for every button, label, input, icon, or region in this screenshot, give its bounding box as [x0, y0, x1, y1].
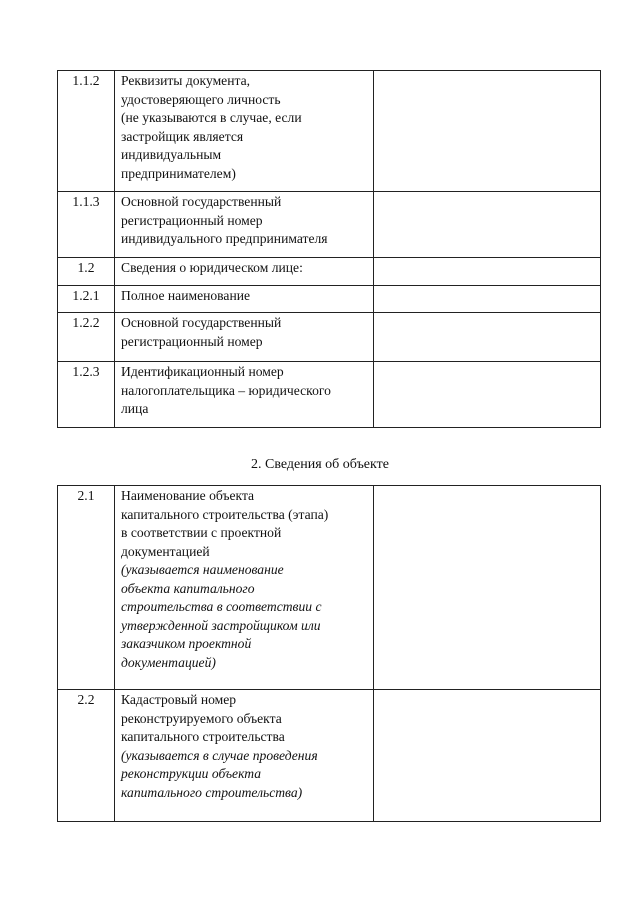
- object-details-table: [57, 485, 601, 822]
- inn-value-cell[interactable]: [374, 362, 601, 428]
- row-label: [115, 690, 374, 822]
- table-row: [58, 313, 601, 362]
- row-number: 1.2.1: [58, 286, 115, 313]
- identity-document-value-cell[interactable]: [374, 71, 601, 192]
- row-number: 1.2: [58, 258, 115, 286]
- section-title: 2. Сведения об объекте: [251, 457, 389, 472]
- applicant-details-table: [57, 70, 601, 428]
- table-row: [58, 192, 601, 258]
- table-row: [58, 258, 601, 286]
- row-label: Реквизиты документа, удостоверяющего личность (не указываются в случае, если застройщик является индивидуальным предпринимателем): [115, 71, 374, 192]
- row-number: 1.1.2: [58, 71, 115, 192]
- full-name-value-cell[interactable]: [374, 286, 601, 313]
- row-label: Основной государственный регистрационный номер индивидуального предпринимателя: [115, 192, 374, 258]
- row-label: Полное наименование: [115, 286, 374, 313]
- legal-entity-value-cell[interactable]: [374, 258, 601, 286]
- row-label: Основной государственный регистрационный номер: [115, 313, 374, 362]
- row-number: 1.2.2: [58, 313, 115, 362]
- table-row: [58, 71, 601, 192]
- row-note: (указывается наименование объекта капитального строительства в соответствии с утвержденной застройщиком или заказчиком проектной документацией): [121, 562, 322, 670]
- row-label-text: Кадастровый номер реконструируемого объекта капитального строительства: [121, 692, 285, 744]
- row-label: [115, 486, 374, 690]
- table-row: [58, 486, 601, 690]
- row-number: 2.1: [58, 486, 115, 690]
- ogrnip-value-cell[interactable]: [374, 192, 601, 258]
- table-row: [58, 286, 601, 313]
- object-name-value-cell[interactable]: [374, 486, 601, 690]
- ogrn-value-cell[interactable]: [374, 313, 601, 362]
- table-row: [58, 690, 601, 822]
- row-label: Сведения о юридическом лице:: [115, 258, 374, 286]
- row-label-text: Наименование объекта капитального строительства (этапа) в соответствии с проектной документацией: [121, 488, 329, 559]
- row-number: 2.2: [58, 690, 115, 822]
- row-note: (указывается в случае проведения реконструкции объекта капитального строительства): [121, 747, 318, 800]
- row-label: Идентификационный номер налогоплательщика – юридического лица: [115, 362, 374, 428]
- row-number: 1.2.3: [58, 362, 115, 428]
- cadastral-number-value-cell[interactable]: [374, 690, 601, 822]
- row-number: 1.1.3: [58, 192, 115, 258]
- table-row: [58, 362, 601, 428]
